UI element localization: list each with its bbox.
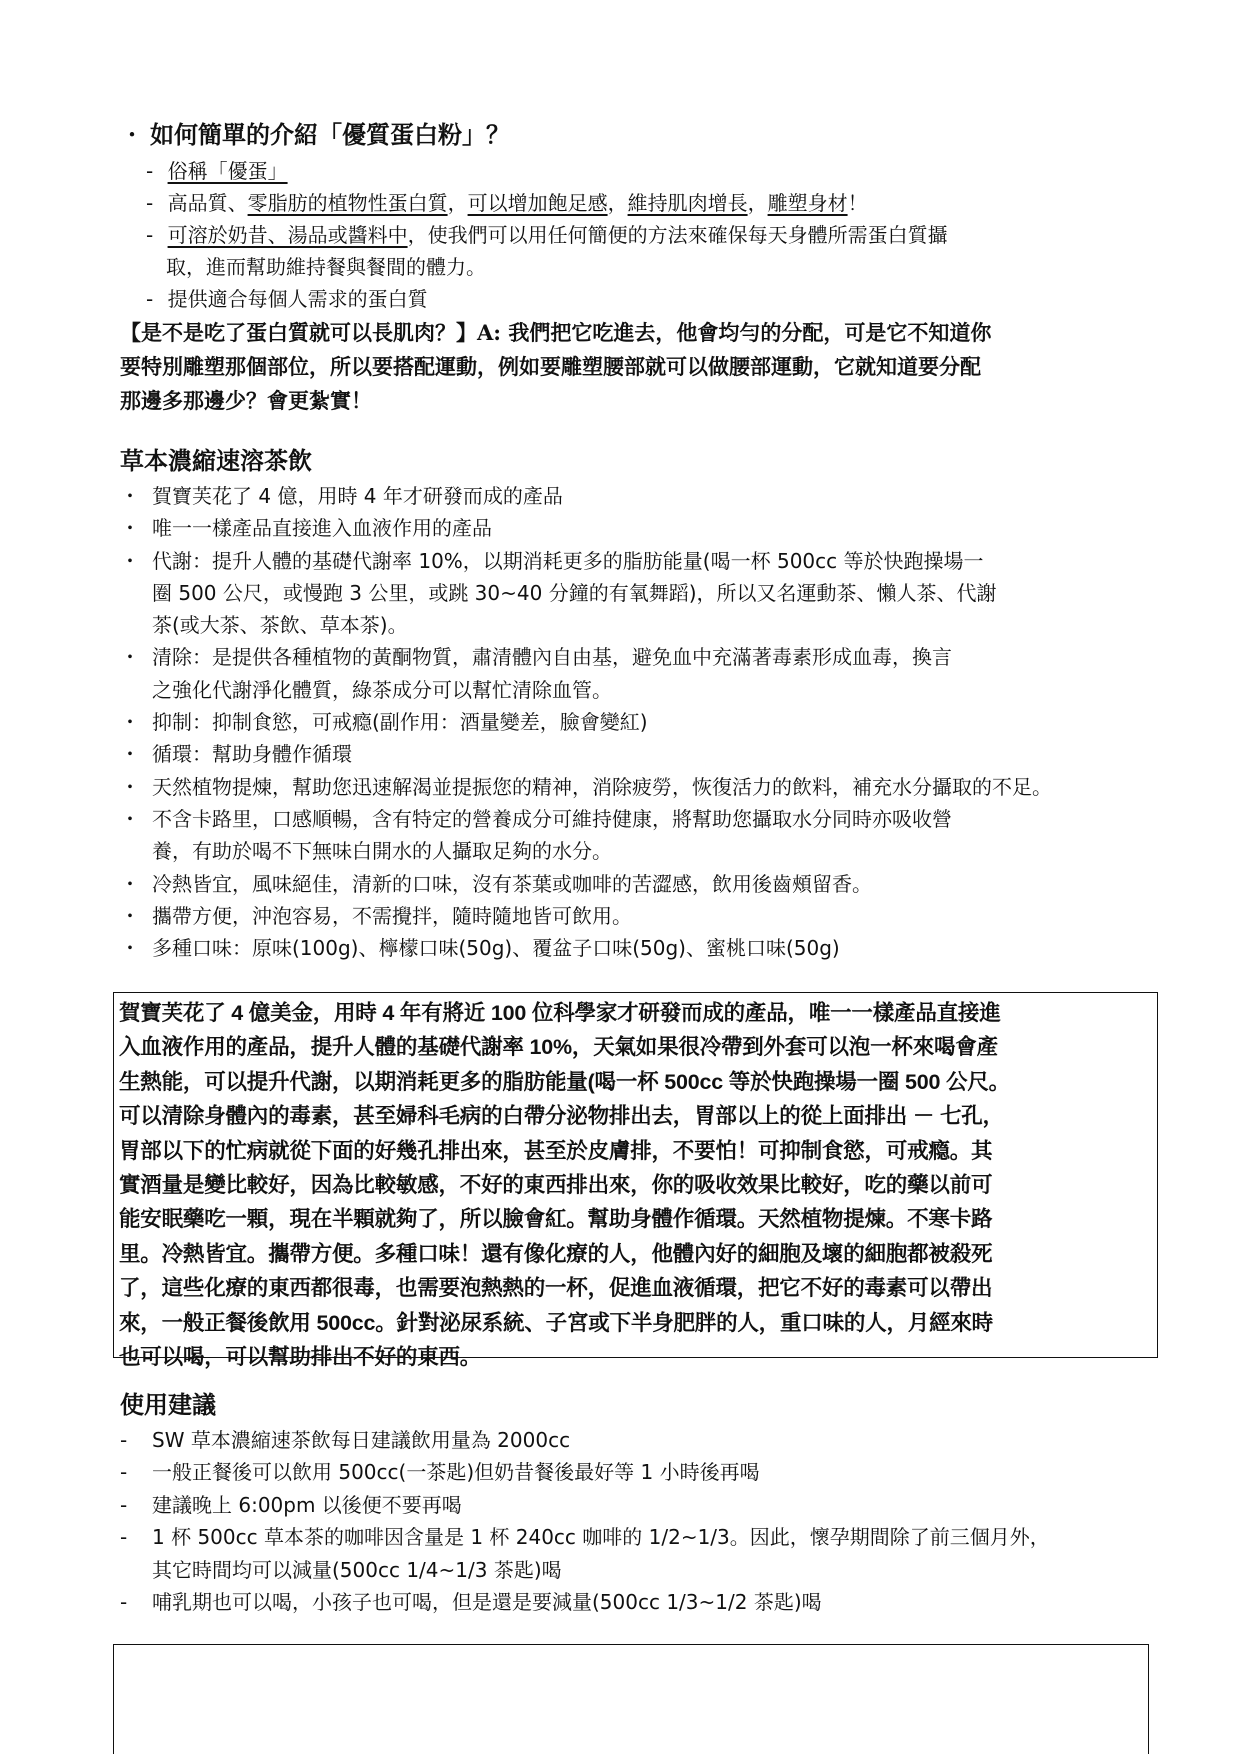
tea-list-item — [120, 706, 1150, 738]
qa-line: 要特別雕塑那個部位，所以要搭配運動，例如要雕塑腰部就可以做腰部運動，它就知道要分配 — [120, 354, 981, 379]
tea-list-item-line: 賀寶芙花了 4 億，用時 4 年才研發而成的產品 — [152, 484, 563, 508]
tea-list-item — [120, 868, 1150, 900]
tea-list-item — [120, 900, 1150, 932]
dash-mark: - — [146, 287, 154, 311]
dash-mark: - — [146, 223, 154, 247]
protein-qa — [120, 316, 991, 418]
protein-item-2-underlined: 雕塑身材 — [767, 191, 848, 215]
tea-list-item-line: 不含卡路里，口感順暢，含有特定的營養成分可維持健康，將幫助您攝取水分同時亦吸收營 — [152, 806, 952, 831]
dash-mark: - — [120, 1525, 128, 1550]
bullet-mark: ・ — [120, 806, 140, 831]
dash-mark: - — [120, 1590, 128, 1615]
tea-list-item-line: 循環：幫助身體作循環 — [152, 742, 352, 767]
tea-heading: 草本濃縮速溶茶飲 — [120, 446, 312, 475]
usage-list — [120, 1424, 1160, 1618]
usage-list-item — [120, 1586, 1160, 1618]
dash-mark: - — [120, 1460, 128, 1485]
dash-mark: - — [120, 1492, 128, 1517]
usage-list-item — [120, 1424, 1160, 1456]
bullet-mark: ・ — [120, 484, 140, 508]
dash-mark: - — [120, 1428, 128, 1452]
protein-item-3-underlined: 可溶於奶昔、湯品或醬料中 — [167, 223, 408, 247]
protein-item-2-underlined: 可以增加飽足感 — [467, 191, 608, 215]
usage-list-item-line: 1 杯 500cc 草本茶的咖啡因含量是 1 杯 240cc 咖啡的 1/2~1/3。因此，懷孕期間除了前三個月外， — [152, 1525, 1050, 1550]
summary-box-line: 胃部以下的忙病就從下面的好幾孔排出來，甚至於皮膚排，不要怕！可抑制食慾，可戒瘾。其 — [119, 1138, 993, 1163]
summary-box-line: 也可以喝，可以幫助排出不好的東西。 — [119, 1345, 482, 1370]
usage-list-item — [120, 1489, 1160, 1521]
tea-list-item-line: 唯一一樣產品直接進入血液作用的產品 — [152, 516, 492, 541]
usage-list-item-line: 建議晚上 6:00pm 以後便不要再喝 — [152, 1492, 462, 1517]
bullet-mark: ・ — [120, 774, 140, 799]
tea-list-item-line: 之強化代謝淨化體質，綠茶成分可以幫忙清除血管。 — [152, 677, 612, 702]
tea-list-item-line: 天然植物提煉，幫助您迅速解渴並提振您的精神，消除疲勞，恢復活力的飲料，補充水分攝取的不足。 — [152, 774, 1052, 799]
bullet-mark: ・ — [120, 871, 140, 896]
tea-list-item-line: 清除：是提供各種植物的黃酮物質，肅清體內自由基，避免血中充滿著毒素形成血毒，換言 — [152, 645, 952, 670]
protein-item-2-part: ， — [447, 191, 468, 215]
bullet-mark: ・ — [120, 516, 140, 541]
protein-item-2-underlined: 維持肌肉增長 — [627, 191, 748, 215]
bullet-mark: ・ — [120, 548, 140, 573]
protein-item-2-part: 高品質、 — [167, 191, 248, 215]
tea-list-item — [120, 932, 1150, 964]
bullet-mark: ・ — [120, 710, 140, 735]
protein-item-3-line-2: 取，進而幫助維持餐與餐間的體力。 — [166, 255, 486, 279]
summary-box-line: 了，這些化療的東西都很毒，也需要泡熱熱的一杯，促進血液循環，把它不好的毒素可以帶出 — [119, 1276, 993, 1301]
bullet-mark: ・ — [120, 645, 140, 670]
usage-heading: 使用建議 — [120, 1390, 216, 1419]
protein-item-1 — [146, 155, 288, 187]
protein-item-1-text: 俗稱「優蛋」 — [167, 159, 288, 183]
protein-item-2-part: ！ — [847, 191, 868, 215]
usage-list-item-line: 其它時間均可以減量(500cc 1/4~1/3 茶匙)喝 — [152, 1557, 562, 1582]
qa-line: 那邊多那邊少？會更紮實！ — [120, 388, 372, 413]
usage-list-item-line: 一般正餐後可以飲用 500cc(一茶匙)但奶昔餐後最好等 1 小時後再喝 — [152, 1460, 760, 1485]
bullet-mark: ・ — [120, 742, 140, 767]
usage-list-item-line: 哺乳期也可以喝，小孩子也可喝，但是還是要減量(500cc 1/3~1/2 茶匙)喝 — [152, 1590, 822, 1615]
summary-box — [113, 992, 1158, 1370]
summary-box-line: 可以清除身體內的毒素，甚至婦科毛病的白帶分泌物排出去，胃部以上的從上面排出 － 七孔， — [119, 1104, 1004, 1129]
summary-box-line: 里。冷熱皆宜。攜帶方便。多種口味！還有像化療的人，他體內好的細胞及壞的細胞都被殺死 — [119, 1241, 993, 1266]
protein-item-4 — [146, 283, 428, 315]
tea-list-item — [120, 803, 1150, 868]
bullet-mark: ・ — [120, 121, 144, 149]
usage-list-item — [120, 1521, 1160, 1586]
tea-list-item — [120, 480, 1150, 512]
dash-mark: - — [146, 159, 154, 183]
tea-list-item-line: 多種口味：原味(100g)、檸檬口味(50g)、覆盆子口味(50g)、蜜桃口味(50g) — [152, 936, 840, 961]
summary-box-text — [119, 996, 1010, 1374]
summary-box-line: 實酒量是變比較好，因為比較敏感，不好的東西排出來，你的吸收效果比較好，吃的藥以前可 — [119, 1173, 993, 1198]
bullet-mark: ・ — [120, 936, 140, 961]
qa-line: 【是不是吃了蛋白質就可以長肌肉？】A: 我們把它吃進去，他會均勻的分配，可是它不知道你 — [120, 320, 992, 345]
tea-list-item-line: 茶(或大茶、茶飲、草本茶)。 — [152, 613, 408, 638]
tea-list-item-line: 圈 500 公尺，或慢跑 3 公里，或跳 30~40 分鐘的有氧舞蹈)，所以又名運動茶、懶人茶、代謝 — [152, 580, 997, 605]
tea-list-item-line: 代謝：提升人體的基礎代謝率 10%，以期消耗更多的脂肪能量(喝一杯 500cc 等於快跑操場一 — [152, 548, 984, 573]
tea-list-item — [120, 771, 1150, 803]
protein-item-3 — [146, 219, 948, 251]
protein-item-2-part: ， — [747, 191, 768, 215]
tea-list-item — [120, 512, 1150, 544]
usage-list-item-line: SW 草本濃縮速茶飲每日建議飲用量為 2000cc — [152, 1428, 571, 1452]
empty-notes-box — [113, 1644, 1149, 1754]
protein-item-2-part: ， — [607, 191, 628, 215]
tea-list-item-line: 養，有助於喝不下無味白開水的人攝取足夠的水分。 — [152, 839, 612, 864]
summary-box-line: 賀寶芙花了 4 億美金，用時 4 年有將近 100 位科學家才研發而成的產品，唯一一樣產品直接進 — [119, 1001, 1001, 1025]
protein-item-2-underlined: 零脂肪的植物性蛋白質 — [247, 191, 448, 215]
summary-box-line: 生熱能，可以提升代謝，以期消耗更多的脂肪能量(喝一杯 500cc 等於快跑操場一圈 500 公尺。 — [119, 1069, 1010, 1094]
protein-item-2 — [146, 187, 868, 219]
tea-list — [120, 480, 1150, 964]
protein-heading: 如何簡單的介紹「優質蛋白粉」？ — [150, 120, 510, 149]
dash-mark: - — [146, 191, 154, 215]
summary-box-line: 來，一般正餐後飲用 500cc。針對泌尿系統、子宮或下半身肥胖的人，重口味的人，月經來時 — [119, 1310, 993, 1335]
tea-list-item — [120, 738, 1150, 770]
tea-list-item-line: 攜帶方便，沖泡容易，不需攪拌，隨時隨地皆可飲用。 — [152, 903, 632, 928]
tea-list-item — [120, 641, 1150, 706]
summary-box-line: 能安眠藥吃一顆，現在半顆就夠了，所以臉會紅。幫助身體作循環。天然植物提煉。不寒卡路 — [119, 1207, 993, 1232]
tea-list-item-line: 冷熱皆宜，風味絕佳，清新的口味，沒有茶葉或咖啡的苦澀感，飲用後齒頰留香。 — [152, 871, 872, 896]
bullet-mark: ・ — [120, 903, 140, 928]
summary-box-line: 入血液作用的產品，提升人體的基礎代謝率 10%，天氣如果很冷帶到外套可以泡一杯來喝會產 — [119, 1035, 998, 1060]
tea-list-item-line: 抑制：抑制食慾，可戒瘾(副作用：酒量變差，臉會變紅) — [152, 710, 648, 735]
usage-list-item — [120, 1456, 1160, 1488]
protein-item-3-part: ，使我們可以用任何簡便的方法來確保每天身體所需蛋白質攝 — [407, 223, 948, 247]
protein-item-4-text: 提供適合每個人需求的蛋白質 — [167, 287, 428, 311]
tea-list-item — [120, 545, 1150, 642]
